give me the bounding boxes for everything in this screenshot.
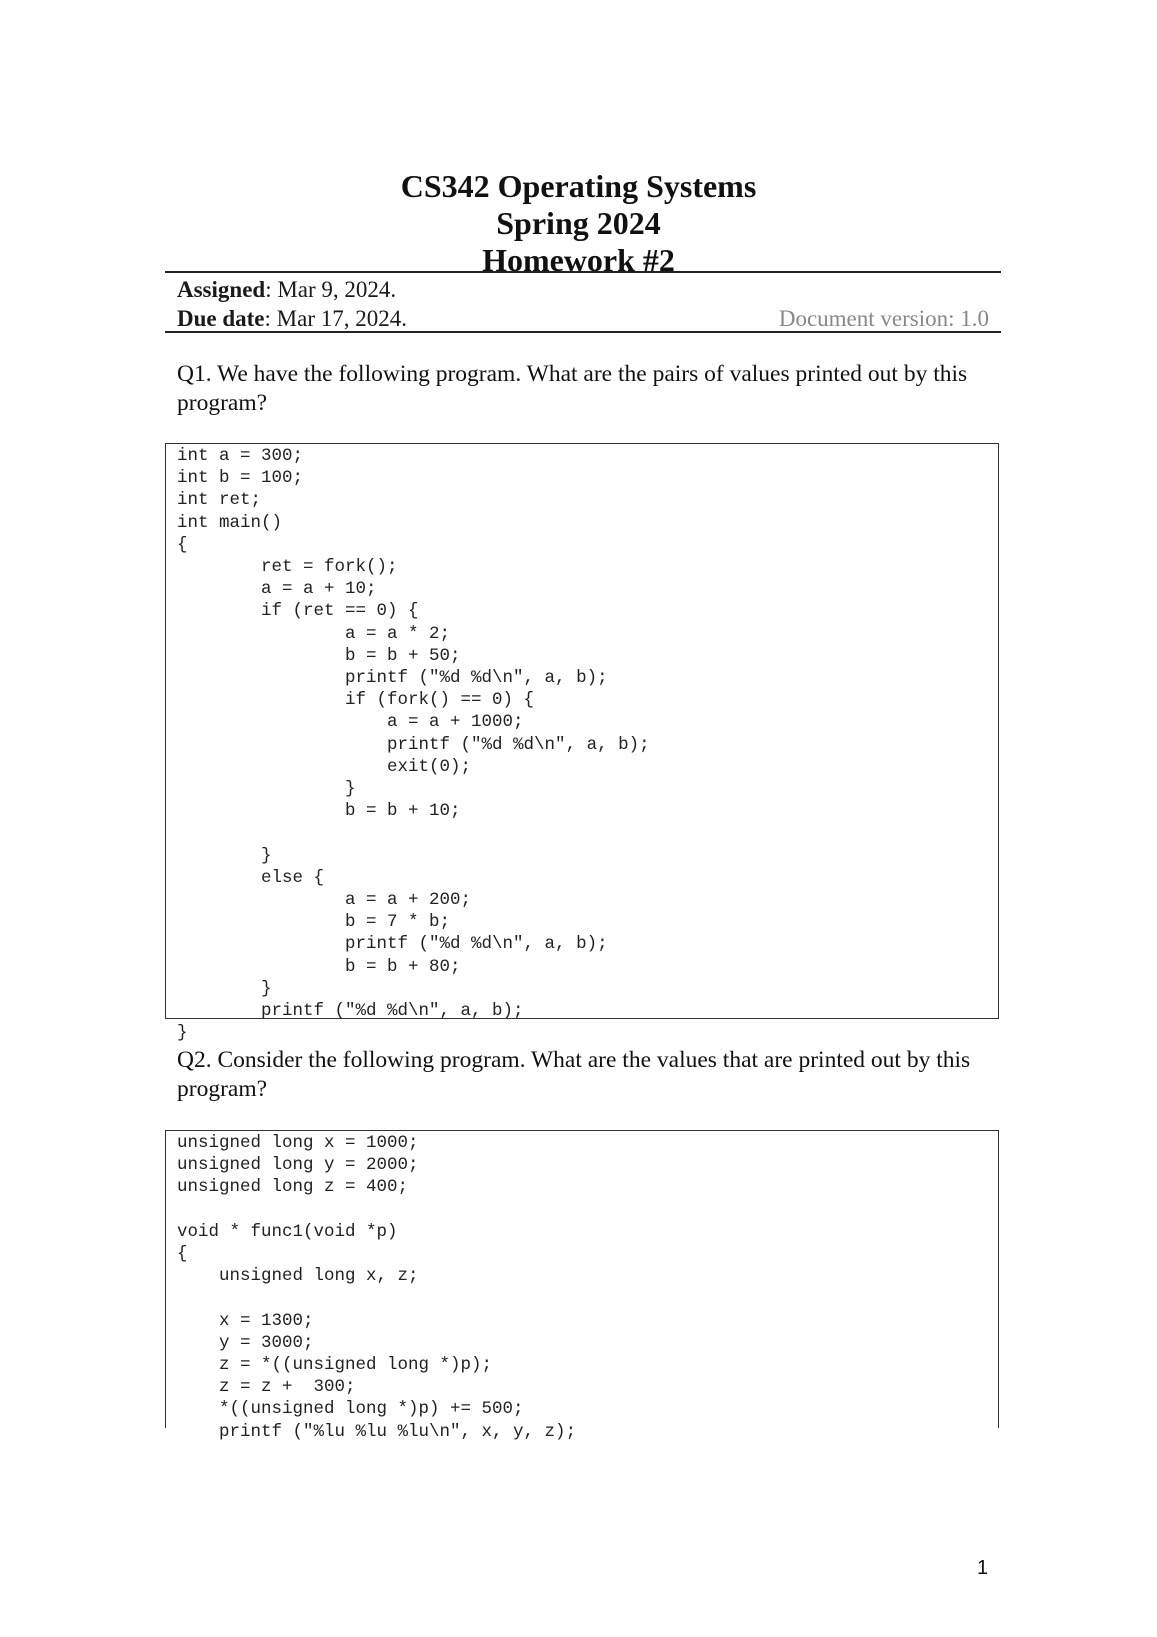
header-top-rule (165, 271, 1001, 273)
assignment-meta (177, 275, 989, 333)
header-bottom-rule (165, 331, 1001, 333)
assigned-label: Assigned (177, 277, 266, 302)
assigned-date: : Mar 9, 2024. (265, 277, 397, 302)
question-2-text: Q2. Consider the following program. What are the values that are printed out by this program? (177, 1047, 971, 1102)
due-date: : Mar 17, 2024. (264, 306, 407, 331)
question-1-code: int a = 300; int b = 100; int ret; int main() { ret = fork(); a = a + 10; if (ret == 0) { a = a * 2; b = b + 50; printf ("%d %d\n", a, b); if (fork() == 0) { a = a + 1000; printf ("%d %d\n", a, b); exit(0); } b = b + 10; } else { a = a + 200; b = 7 * b; printf ("%d %d\n", a, b); b = b + 80; } printf ("%d %d\n", a, b); } (177, 446, 650, 1044)
page-number: 1 (977, 1557, 989, 1579)
course-title: CS342 Operating Systems (400, 168, 757, 204)
assigned-line (177, 275, 989, 304)
question-2-code-box (165, 1130, 999, 1442)
due-line (177, 304, 989, 333)
document-header (0, 168, 1157, 279)
due-label: Due date (177, 306, 265, 331)
assignment-title: Homework #2 (482, 242, 675, 278)
question-1-text: Q1. We have the following program. What are the pairs of values printed out by this program? (177, 361, 968, 416)
document-version: Document version: 1.0 (778, 306, 989, 331)
question-1-code-box (165, 443, 999, 1044)
question-2-code: unsigned long x = 1000; unsigned long y = 2000; unsigned long z = 400; void * func1(void *p) { unsigned long x, z; x = 1300; y = 3000; z = *((unsigned long *)p); z = z + 300; *((unsigned long *)p) += 500; printf ("%lu %lu %lu\n", x, y, z); (177, 1133, 577, 1442)
term-title: Spring 2024 (496, 205, 661, 241)
